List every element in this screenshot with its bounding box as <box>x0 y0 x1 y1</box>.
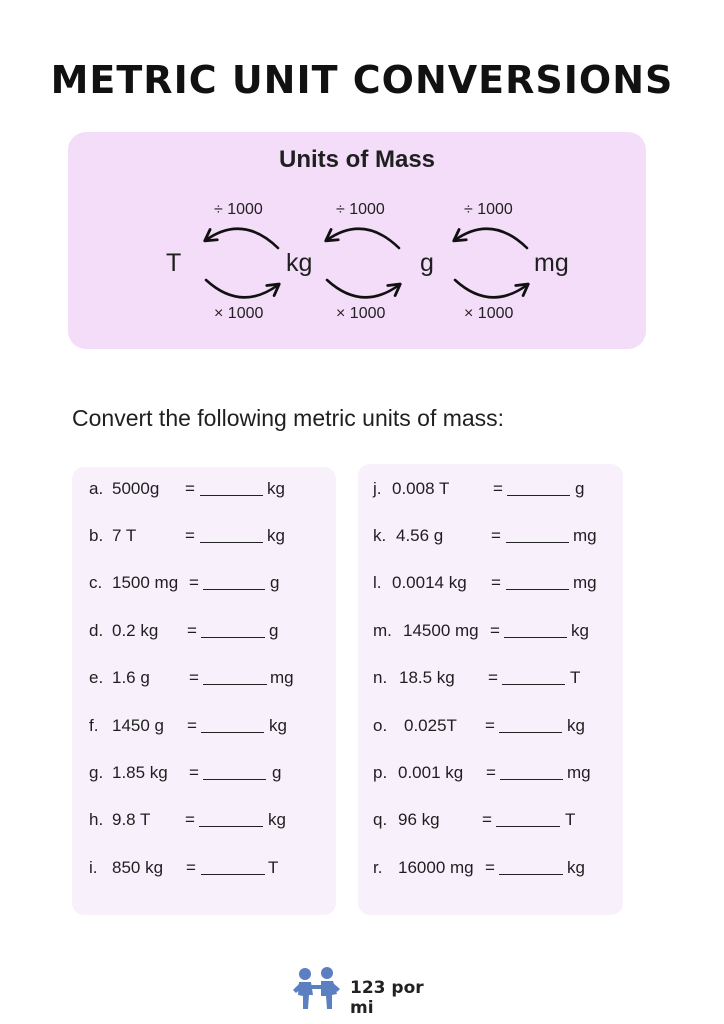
answer-blank[interactable] <box>504 623 567 638</box>
unit-tonne: T <box>166 249 182 277</box>
question-unit: kg <box>268 810 286 829</box>
question-letter: e. <box>89 668 104 687</box>
question-value: 14500 mg <box>403 621 479 640</box>
question-row <box>0 573 724 597</box>
question-value: 96 kg <box>398 810 440 829</box>
multiply-factor-3: × 1000 <box>464 305 514 322</box>
question-value: 4.56 g <box>396 526 444 545</box>
divide-arrow-3 <box>455 229 527 248</box>
divide-factor-3: ÷ 1000 <box>464 201 513 218</box>
question-unit: kg <box>269 716 287 735</box>
equals-sign: = <box>491 526 501 545</box>
question-letter: m. <box>373 621 392 640</box>
question-value: 850 kg <box>112 858 164 877</box>
instruction-text: Convert the following metric units of mass: <box>72 405 505 431</box>
multiply-arrow-1 <box>206 280 278 297</box>
answer-blank[interactable] <box>499 718 562 733</box>
question-row <box>0 716 724 740</box>
question-value: 9.8 T <box>112 810 151 829</box>
question-letter: p. <box>373 763 388 782</box>
question-letter: d. <box>89 621 104 640</box>
question-row <box>0 858 724 882</box>
question-letter: c. <box>89 573 103 592</box>
multiply-arrow-2 <box>327 280 399 297</box>
question-row <box>0 526 724 550</box>
question-row <box>0 668 724 692</box>
equals-sign: = <box>488 668 498 687</box>
equals-sign: = <box>491 573 501 592</box>
divide-factor-2: ÷ 1000 <box>336 201 385 218</box>
question-unit: kg <box>567 716 585 735</box>
question-row <box>0 763 724 787</box>
units-of-mass-box <box>68 132 646 349</box>
equals-sign: = <box>482 810 492 829</box>
question-letter: q. <box>373 810 388 829</box>
question-value: 1450 g <box>112 716 164 735</box>
question-unit: mg <box>270 668 294 687</box>
equals-sign: = <box>185 526 195 545</box>
question-letter: o. <box>373 716 388 735</box>
answer-blank[interactable] <box>496 812 560 827</box>
question-unit: g <box>575 479 585 498</box>
question-letter: l. <box>373 573 382 592</box>
question-unit: kg <box>567 858 585 877</box>
equals-sign: = <box>189 668 199 687</box>
question-value: 0.008 T <box>392 479 450 498</box>
footer-brand <box>293 965 453 1018</box>
equals-sign: = <box>485 858 495 877</box>
question-value: 0.0014 kg <box>392 573 467 592</box>
answer-blank[interactable] <box>507 481 570 496</box>
question-unit: g <box>269 621 279 640</box>
question-letter: h. <box>89 810 104 829</box>
question-value: 1.85 kg <box>112 763 168 782</box>
answer-blank[interactable] <box>506 575 569 590</box>
question-unit: mg <box>573 573 597 592</box>
equals-sign: = <box>185 810 195 829</box>
question-row <box>0 810 724 834</box>
two-kids-icon <box>293 965 343 1013</box>
question-row <box>0 621 724 645</box>
question-unit: T <box>268 858 279 877</box>
question-letter: i. <box>89 858 98 877</box>
equals-sign: = <box>187 621 197 640</box>
question-unit: kg <box>267 479 285 498</box>
question-letter: a. <box>89 479 104 498</box>
question-letter: n. <box>373 668 388 687</box>
question-letter: b. <box>89 526 104 545</box>
divide-arrow-1 <box>206 229 278 248</box>
footer-brand-text: 123 por mi <box>350 978 424 1018</box>
question-letter: g. <box>89 763 104 782</box>
question-value: 0.2 kg <box>112 621 159 640</box>
answer-blank[interactable] <box>500 765 563 780</box>
question-value: 0.025T <box>404 716 457 735</box>
equals-sign: = <box>189 763 199 782</box>
question-unit: mg <box>573 526 597 545</box>
question-letter: r. <box>373 858 383 877</box>
divide-arrow-2 <box>327 229 399 248</box>
question-value: 1.6 g <box>112 668 150 687</box>
equals-sign: = <box>185 479 195 498</box>
question-value: 18.5 kg <box>399 668 455 687</box>
page-title: METRIC UNIT CONVERSIONS <box>50 58 674 102</box>
question-unit: g <box>272 763 282 782</box>
equals-sign: = <box>490 621 500 640</box>
answer-blank[interactable] <box>506 528 569 543</box>
equals-sign: = <box>493 479 503 498</box>
question-value: 0.001 kg <box>398 763 464 782</box>
multiply-factor-1: × 1000 <box>214 305 264 322</box>
divide-factor-1: ÷ 1000 <box>214 201 263 218</box>
units-of-mass-title: Units of Mass <box>278 146 436 173</box>
question-unit: g <box>270 573 280 592</box>
equals-sign: = <box>186 858 196 877</box>
question-value: 1500 mg <box>112 573 179 592</box>
answer-blank[interactable] <box>499 860 563 875</box>
equals-sign: = <box>187 716 197 735</box>
question-row <box>0 479 724 503</box>
question-value: 16000 mg <box>398 858 474 877</box>
multiply-factor-2: × 1000 <box>336 305 386 322</box>
question-letter: j. <box>373 479 382 498</box>
conversion-arrows <box>68 132 646 349</box>
question-value: 5000g <box>112 479 160 498</box>
equals-sign: = <box>486 763 496 782</box>
equals-sign: = <box>485 716 495 735</box>
multiply-arrow-3 <box>455 280 527 297</box>
question-letter: f. <box>89 716 99 735</box>
unit-kilogram: kg <box>286 249 313 277</box>
question-letter: k. <box>373 526 387 545</box>
unit-gram: g <box>420 249 434 277</box>
question-unit: mg <box>567 763 591 782</box>
question-unit: T <box>570 668 581 687</box>
answer-blank[interactable] <box>502 670 565 685</box>
question-unit: T <box>565 810 576 829</box>
question-value: 7 T <box>112 526 137 545</box>
equals-sign: = <box>189 573 199 592</box>
unit-milligram: mg <box>534 249 569 277</box>
question-unit: kg <box>267 526 285 545</box>
question-unit: kg <box>571 621 589 640</box>
